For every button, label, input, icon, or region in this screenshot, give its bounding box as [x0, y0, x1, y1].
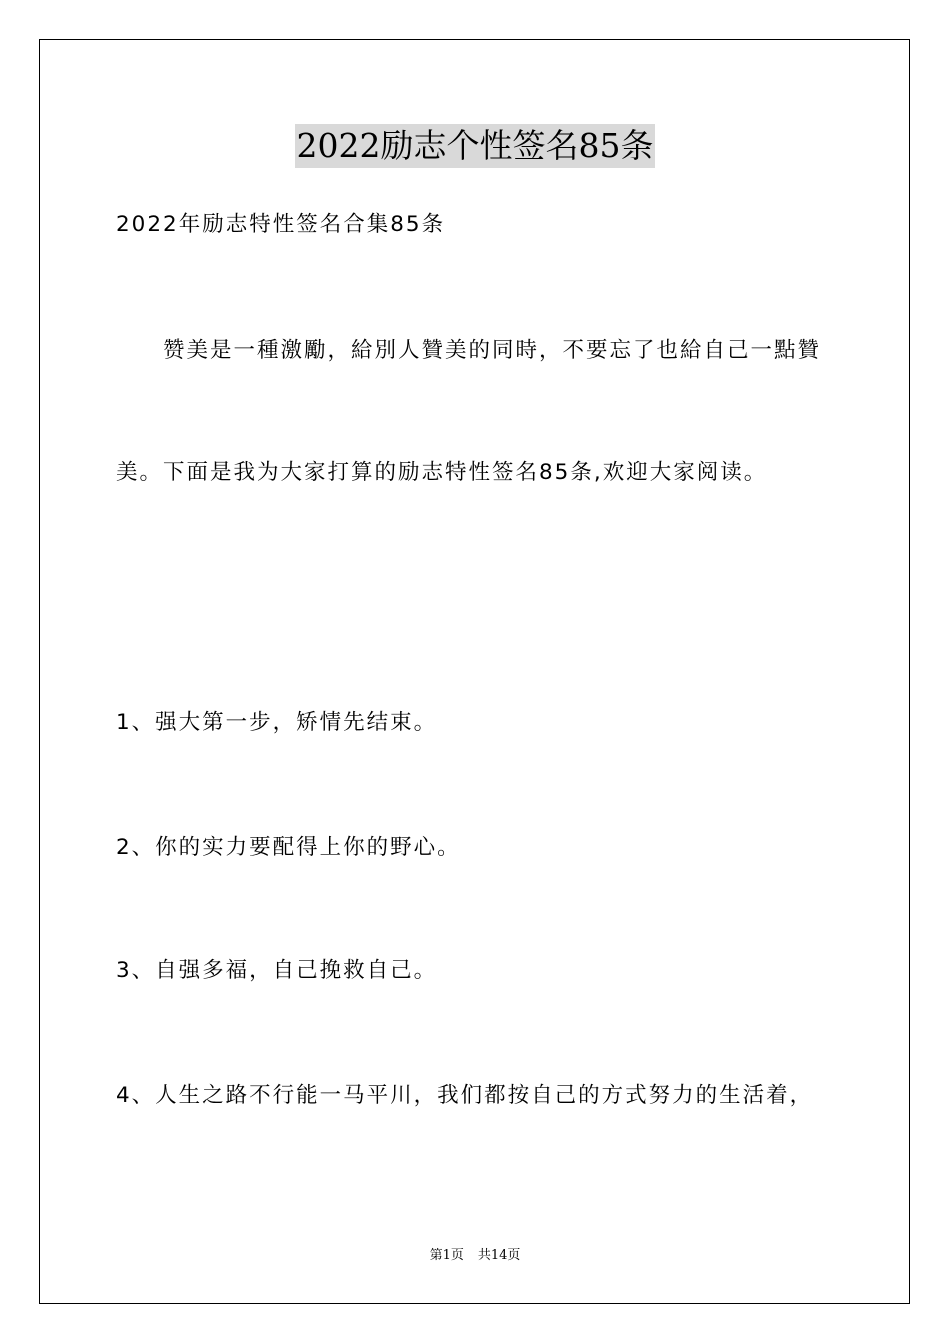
page-total: 共14页	[477, 1248, 521, 1263]
title-container	[0, 124, 950, 168]
document-title: 2022励志个性签名85条	[295, 124, 656, 168]
document-subtitle: 2022年励志特性签名合集85条	[116, 212, 446, 237]
page-number: 第1页	[429, 1248, 464, 1263]
page-footer	[0, 1247, 950, 1265]
list-item-3: 3、自强多福，自己挽救自己。	[116, 958, 438, 983]
intro-paragraph-line-1: 赞美是一種激勵，給別人贊美的同時，不要忘了也給自己一點贊	[116, 338, 822, 363]
list-item-1: 1、强大第一步，矫情先结束。	[116, 710, 438, 735]
intro-paragraph-line-2: 美。下面是我为大家打算的励志特性签名85条,欢迎大家阅读。	[116, 460, 768, 485]
list-item-2: 2、你的实力要配得上你的野心。	[116, 835, 461, 860]
list-item-4: 4、人生之路不行能一马平川，我们都按自己的方式努力的生活着，	[116, 1083, 814, 1108]
